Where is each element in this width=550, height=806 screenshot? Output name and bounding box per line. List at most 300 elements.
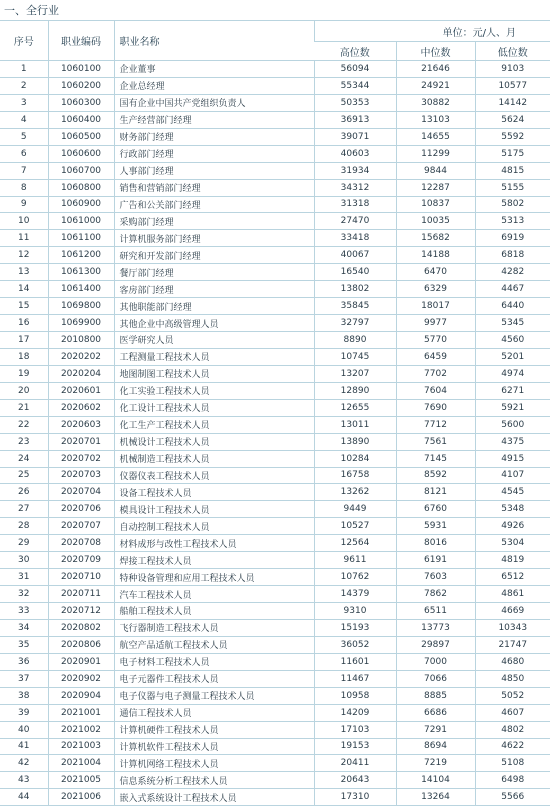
row-low: 9103 [475, 61, 550, 78]
row-name: 化工实验工程技术人员 [114, 382, 314, 399]
table-row [0, 213, 550, 230]
row-mid: 10035 [396, 213, 475, 230]
row-seq: 3 [0, 94, 48, 111]
row-high: 8890 [314, 332, 396, 349]
row-low: 5921 [475, 399, 550, 416]
row-high: 40603 [314, 145, 396, 162]
row-mid: 5770 [396, 332, 475, 349]
row-name: 机械制造工程技术人员 [114, 450, 314, 467]
row-code: 1069800 [48, 298, 114, 315]
row-high: 36913 [314, 111, 396, 128]
row-code: 1061200 [48, 247, 114, 264]
row-high: 20411 [314, 755, 396, 772]
row-name: 材料成形与改性工程技术人员 [114, 535, 314, 552]
row-mid: 7291 [396, 721, 475, 738]
row-code: 2021004 [48, 755, 114, 772]
row-seq: 34 [0, 619, 48, 636]
row-name: 工程测量工程技术人员 [114, 348, 314, 365]
table-row [0, 61, 550, 78]
row-mid: 6760 [396, 501, 475, 518]
row-high: 31318 [314, 196, 396, 213]
row-code: 2021005 [48, 772, 114, 789]
row-seq: 9 [0, 196, 48, 213]
row-mid: 7561 [396, 433, 475, 450]
row-mid: 6459 [396, 348, 475, 365]
row-high: 13890 [314, 433, 396, 450]
row-high: 12564 [314, 535, 396, 552]
row-low: 4850 [475, 670, 550, 687]
row-high: 16540 [314, 264, 396, 281]
row-mid: 6686 [396, 704, 475, 721]
table-row [0, 450, 550, 467]
row-high: 9449 [314, 501, 396, 518]
row-seq: 23 [0, 433, 48, 450]
row-seq: 20 [0, 382, 48, 399]
row-code: 2020712 [48, 603, 114, 620]
table-row [0, 111, 550, 128]
header-unit: 单位：元/人、月 [314, 21, 550, 42]
row-high: 56094 [314, 61, 396, 78]
row-mid: 6329 [396, 281, 475, 298]
row-mid: 7000 [396, 653, 475, 670]
row-seq: 21 [0, 399, 48, 416]
row-high: 15193 [314, 619, 396, 636]
row-name: 电子仪器与电子测量工程技术人员 [114, 687, 314, 704]
row-name: 特种设备管理和应用工程技术人员 [114, 569, 314, 586]
row-seq: 8 [0, 179, 48, 196]
row-mid: 7219 [396, 755, 475, 772]
row-high: 11601 [314, 653, 396, 670]
row-seq: 12 [0, 247, 48, 264]
row-low: 5592 [475, 128, 550, 145]
row-name: 自动控制工程技术人员 [114, 518, 314, 535]
row-low: 5201 [475, 348, 550, 365]
row-code: 1061000 [48, 213, 114, 230]
row-seq: 4 [0, 111, 48, 128]
row-seq: 41 [0, 738, 48, 755]
row-code: 1060700 [48, 162, 114, 179]
table-row [0, 670, 550, 687]
row-low: 5600 [475, 416, 550, 433]
row-name: 人事部门经理 [114, 162, 314, 179]
row-high: 17310 [314, 789, 396, 806]
table-row [0, 162, 550, 179]
row-code: 2020901 [48, 653, 114, 670]
row-code: 2020806 [48, 636, 114, 653]
row-seq: 42 [0, 755, 48, 772]
row-mid: 14104 [396, 772, 475, 789]
table-row [0, 569, 550, 586]
row-high: 10745 [314, 348, 396, 365]
row-seq: 1 [0, 61, 48, 78]
row-low: 10577 [475, 77, 550, 94]
row-high: 16758 [314, 467, 396, 484]
row-high: 50353 [314, 94, 396, 111]
row-code: 1061400 [48, 281, 114, 298]
header-mid: 中位数 [396, 42, 475, 61]
row-seq: 19 [0, 365, 48, 382]
row-seq: 5 [0, 128, 48, 145]
row-high: 27470 [314, 213, 396, 230]
row-code: 2020711 [48, 586, 114, 603]
row-code: 2021006 [48, 789, 114, 806]
row-mid: 13103 [396, 111, 475, 128]
row-name: 通信工程技术人员 [114, 704, 314, 721]
row-high: 55344 [314, 77, 396, 94]
row-seq: 2 [0, 77, 48, 94]
row-name: 医学研究人员 [114, 332, 314, 349]
row-low: 5348 [475, 501, 550, 518]
table-row [0, 416, 550, 433]
row-code: 2020904 [48, 687, 114, 704]
row-name: 国有企业中国共产党组织负责人 [114, 94, 314, 111]
row-seq: 39 [0, 704, 48, 721]
table-row [0, 399, 550, 416]
row-low: 5052 [475, 687, 550, 704]
row-mid: 8694 [396, 738, 475, 755]
salary-table [0, 21, 550, 806]
table-row [0, 535, 550, 552]
row-code: 2010800 [48, 332, 114, 349]
row-mid: 10837 [396, 196, 475, 213]
row-name: 信息系统分析工程技术人员 [114, 772, 314, 789]
row-low: 10343 [475, 619, 550, 636]
row-mid: 6191 [396, 552, 475, 569]
row-low: 5624 [475, 111, 550, 128]
row-mid: 7066 [396, 670, 475, 687]
table-row [0, 653, 550, 670]
row-code: 2020704 [48, 484, 114, 501]
row-high: 10527 [314, 518, 396, 535]
row-low: 6440 [475, 298, 550, 315]
row-seq: 15 [0, 298, 48, 315]
row-seq: 27 [0, 501, 48, 518]
row-code: 2020701 [48, 433, 114, 450]
row-mid: 9977 [396, 315, 475, 332]
row-name: 化工设计工程技术人员 [114, 399, 314, 416]
table-row [0, 264, 550, 281]
row-seq: 7 [0, 162, 48, 179]
row-high: 12655 [314, 399, 396, 416]
row-high: 14379 [314, 586, 396, 603]
row-high: 40067 [314, 247, 396, 264]
row-name: 企业董事 [114, 61, 314, 78]
table-row [0, 789, 550, 806]
row-code: 1060600 [48, 145, 114, 162]
row-seq: 28 [0, 518, 48, 535]
table-row [0, 467, 550, 484]
header-high: 高位数 [314, 42, 396, 61]
table-row [0, 586, 550, 603]
row-low: 5313 [475, 213, 550, 230]
row-mid: 5931 [396, 518, 475, 535]
table-row [0, 721, 550, 738]
table-row [0, 77, 550, 94]
row-code: 1060300 [48, 94, 114, 111]
row-low: 4974 [475, 365, 550, 382]
table-row [0, 382, 550, 399]
row-mid: 12287 [396, 179, 475, 196]
row-seq: 18 [0, 348, 48, 365]
row-low: 4282 [475, 264, 550, 281]
row-name: 电子元器件工程技术人员 [114, 670, 314, 687]
table-row [0, 128, 550, 145]
row-low: 5566 [475, 789, 550, 806]
row-mid: 7712 [396, 416, 475, 433]
row-mid: 15682 [396, 230, 475, 247]
row-seq: 29 [0, 535, 48, 552]
row-name: 餐厅部门经理 [114, 264, 314, 281]
row-high: 34312 [314, 179, 396, 196]
row-low: 4107 [475, 467, 550, 484]
row-mid: 7604 [396, 382, 475, 399]
row-low: 6271 [475, 382, 550, 399]
table-row [0, 636, 550, 653]
row-name: 计算机服务部门经理 [114, 230, 314, 247]
row-high: 31934 [314, 162, 396, 179]
header-low: 低位数 [475, 42, 550, 61]
table-row [0, 196, 550, 213]
row-mid: 8885 [396, 687, 475, 704]
row-code: 2020202 [48, 348, 114, 365]
row-name: 焊接工程技术人员 [114, 552, 314, 569]
row-mid: 7862 [396, 586, 475, 603]
row-high: 13207 [314, 365, 396, 382]
row-high: 11467 [314, 670, 396, 687]
row-name: 生产经营部门经理 [114, 111, 314, 128]
row-code: 2020802 [48, 619, 114, 636]
row-seq: 10 [0, 213, 48, 230]
row-low: 4375 [475, 433, 550, 450]
row-mid: 24921 [396, 77, 475, 94]
row-seq: 13 [0, 264, 48, 281]
table-row [0, 738, 550, 755]
row-low: 4680 [475, 653, 550, 670]
row-low: 4915 [475, 450, 550, 467]
table-row [0, 552, 550, 569]
row-high: 13262 [314, 484, 396, 501]
row-low: 4802 [475, 721, 550, 738]
row-seq: 14 [0, 281, 48, 298]
row-seq: 24 [0, 450, 48, 467]
table-row [0, 619, 550, 636]
table-row [0, 315, 550, 332]
table-row [0, 687, 550, 704]
table-row [0, 501, 550, 518]
row-code: 2020204 [48, 365, 114, 382]
row-seq: 33 [0, 603, 48, 620]
row-name: 财务部门经理 [114, 128, 314, 145]
row-seq: 11 [0, 230, 48, 247]
table-row [0, 298, 550, 315]
row-seq: 44 [0, 789, 48, 806]
row-high: 13011 [314, 416, 396, 433]
row-low: 4622 [475, 738, 550, 755]
row-mid: 11299 [396, 145, 475, 162]
table-row [0, 755, 550, 772]
row-name: 仪器仪表工程技术人员 [114, 467, 314, 484]
row-low: 6498 [475, 772, 550, 789]
row-mid: 6470 [396, 264, 475, 281]
row-mid: 21646 [396, 61, 475, 78]
row-high: 14209 [314, 704, 396, 721]
row-low: 5155 [475, 179, 550, 196]
table-row [0, 365, 550, 382]
row-low: 4669 [475, 603, 550, 620]
table-row [0, 281, 550, 298]
row-code: 2020601 [48, 382, 114, 399]
row-name: 计算机网络工程技术人员 [114, 755, 314, 772]
row-low: 5802 [475, 196, 550, 213]
row-low: 4545 [475, 484, 550, 501]
row-low: 14142 [475, 94, 550, 111]
row-high: 35845 [314, 298, 396, 315]
row-name: 电子材料工程技术人员 [114, 653, 314, 670]
row-high: 19153 [314, 738, 396, 755]
row-code: 2020602 [48, 399, 114, 416]
row-seq: 26 [0, 484, 48, 501]
row-high: 12890 [314, 382, 396, 399]
row-mid: 30882 [396, 94, 475, 111]
row-name: 其他企业中高级管理人员 [114, 315, 314, 332]
table-row [0, 332, 550, 349]
table-header-row [0, 21, 550, 42]
row-code: 2020902 [48, 670, 114, 687]
row-low: 5175 [475, 145, 550, 162]
row-high: 32797 [314, 315, 396, 332]
row-name: 计算机硬件工程技术人员 [114, 721, 314, 738]
row-code: 2020703 [48, 467, 114, 484]
row-low: 4560 [475, 332, 550, 349]
row-code: 1060100 [48, 61, 114, 78]
row-name: 模具设计工程技术人员 [114, 501, 314, 518]
row-name: 采购部门经理 [114, 213, 314, 230]
table-row [0, 247, 550, 264]
row-high: 9611 [314, 552, 396, 569]
row-code: 2021001 [48, 704, 114, 721]
row-name: 航空产品适航工程技术人员 [114, 636, 314, 653]
row-seq: 6 [0, 145, 48, 162]
row-seq: 22 [0, 416, 48, 433]
row-code: 2020709 [48, 552, 114, 569]
row-name: 机械设计工程技术人员 [114, 433, 314, 450]
row-high: 36052 [314, 636, 396, 653]
row-mid: 9844 [396, 162, 475, 179]
section-title: 一、全行业 [0, 0, 550, 21]
table-row [0, 348, 550, 365]
row-low: 5304 [475, 535, 550, 552]
row-mid: 7690 [396, 399, 475, 416]
row-seq: 17 [0, 332, 48, 349]
row-seq: 30 [0, 552, 48, 569]
row-low: 5108 [475, 755, 550, 772]
row-low: 4467 [475, 281, 550, 298]
table-row [0, 145, 550, 162]
header-code: 职业编码 [48, 21, 114, 61]
row-seq: 32 [0, 586, 48, 603]
row-seq: 36 [0, 653, 48, 670]
row-mid: 14655 [396, 128, 475, 145]
row-name: 客房部门经理 [114, 281, 314, 298]
row-low: 6818 [475, 247, 550, 264]
row-mid: 8016 [396, 535, 475, 552]
row-name: 嵌入式系统设计工程技术人员 [114, 789, 314, 806]
row-code: 2020710 [48, 569, 114, 586]
row-name: 销售和营销部门经理 [114, 179, 314, 196]
table-row [0, 94, 550, 111]
row-name: 其他职能部门经理 [114, 298, 314, 315]
row-mid: 29897 [396, 636, 475, 653]
row-seq: 38 [0, 687, 48, 704]
row-name: 广告和公关部门经理 [114, 196, 314, 213]
row-code: 2020708 [48, 535, 114, 552]
row-code: 2020702 [48, 450, 114, 467]
row-high: 17103 [314, 721, 396, 738]
row-high: 10284 [314, 450, 396, 467]
row-low: 21747 [475, 636, 550, 653]
row-mid: 7702 [396, 365, 475, 382]
table-row [0, 484, 550, 501]
row-mid: 7603 [396, 569, 475, 586]
row-code: 2021003 [48, 738, 114, 755]
row-high: 10958 [314, 687, 396, 704]
row-high: 20643 [314, 772, 396, 789]
row-code: 1061100 [48, 230, 114, 247]
row-low: 4861 [475, 586, 550, 603]
row-code: 1060500 [48, 128, 114, 145]
row-low: 4926 [475, 518, 550, 535]
row-code: 1060800 [48, 179, 114, 196]
row-high: 10762 [314, 569, 396, 586]
row-mid: 6511 [396, 603, 475, 620]
row-code: 2020706 [48, 501, 114, 518]
row-name: 行政部门经理 [114, 145, 314, 162]
table-row [0, 433, 550, 450]
row-seq: 25 [0, 467, 48, 484]
row-mid: 8592 [396, 467, 475, 484]
row-high: 33418 [314, 230, 396, 247]
row-code: 1061300 [48, 264, 114, 281]
row-name: 企业总经理 [114, 77, 314, 94]
row-seq: 43 [0, 772, 48, 789]
table-row [0, 230, 550, 247]
row-code: 1060200 [48, 77, 114, 94]
row-code: 1060400 [48, 111, 114, 128]
row-low: 4819 [475, 552, 550, 569]
row-name: 船舶工程技术人员 [114, 603, 314, 620]
table-row [0, 603, 550, 620]
row-code: 2021002 [48, 721, 114, 738]
row-seq: 40 [0, 721, 48, 738]
row-name: 设备工程技术人员 [114, 484, 314, 501]
row-low: 6919 [475, 230, 550, 247]
row-seq: 16 [0, 315, 48, 332]
row-low: 4815 [475, 162, 550, 179]
row-low: 5345 [475, 315, 550, 332]
row-name: 化工生产工程技术人员 [114, 416, 314, 433]
row-mid: 7145 [396, 450, 475, 467]
row-name: 汽车工程技术人员 [114, 586, 314, 603]
row-mid: 13264 [396, 789, 475, 806]
row-high: 9310 [314, 603, 396, 620]
table-body [0, 61, 550, 806]
header-seq: 序号 [0, 21, 48, 61]
row-name: 计算机软件工程技术人员 [114, 738, 314, 755]
table-row [0, 772, 550, 789]
row-mid: 18017 [396, 298, 475, 315]
header-name: 职业名称 [114, 21, 314, 61]
row-high: 39071 [314, 128, 396, 145]
